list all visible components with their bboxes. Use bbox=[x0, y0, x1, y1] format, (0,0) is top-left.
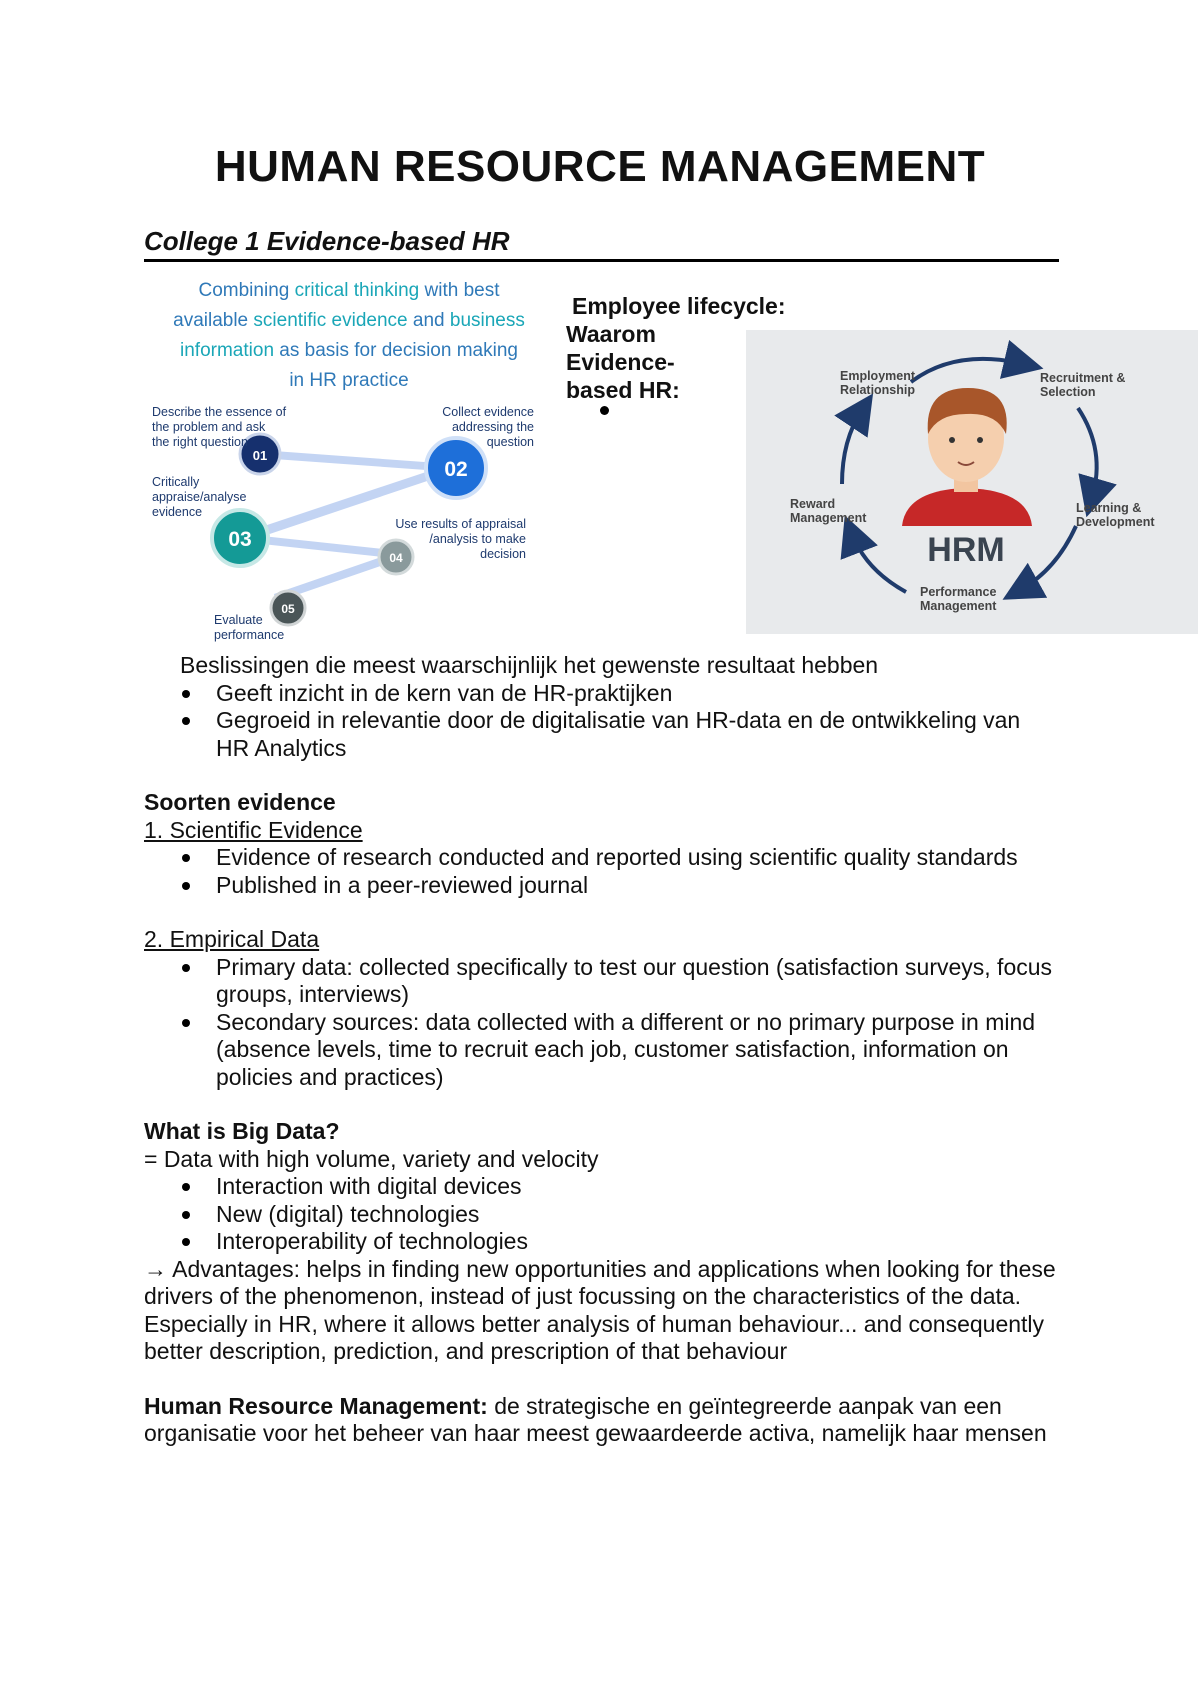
step-label-line: addressing the bbox=[451, 420, 534, 434]
stage-label-line: Relationship bbox=[840, 383, 916, 397]
list-item: Secondary sources: data collected with a different or no primary purpose in mind (absence levels, time to recruit each job, customer satisfaction, information on policies and practices) bbox=[144, 1009, 1059, 1092]
step-label-line: evidence bbox=[152, 505, 203, 519]
sidebar-line: Evidence- bbox=[566, 349, 675, 375]
evidence-process-figure bbox=[144, 272, 554, 647]
step-05 bbox=[271, 591, 305, 625]
hrm-center-label: HRM bbox=[927, 531, 1005, 569]
stage-employment bbox=[840, 369, 916, 397]
step-04-label bbox=[395, 517, 526, 561]
step-label-line: the right question bbox=[152, 435, 248, 449]
intro-text: Beslissingen die meest waarschijnlijk het gewenste resultaat hebben bbox=[180, 652, 879, 678]
stage-label-line: Employment bbox=[840, 369, 916, 383]
list-item: Interoperability of technologies bbox=[144, 1228, 1059, 1256]
step-label-line: Use results of appraisal bbox=[395, 517, 526, 531]
step-label-line: decision bbox=[480, 547, 526, 561]
step-number: 02 bbox=[444, 458, 468, 481]
stage-label-line: Selection bbox=[1040, 385, 1096, 399]
step-label-line: Collect evidence bbox=[442, 405, 534, 419]
step-label-line: /analysis to make bbox=[429, 532, 526, 546]
step-03 bbox=[212, 510, 268, 566]
stage-performance bbox=[920, 585, 997, 613]
step-04 bbox=[379, 540, 413, 574]
sidebar-line: Waarom bbox=[566, 321, 656, 347]
list-item: New (digital) technologies bbox=[144, 1201, 1059, 1229]
sidebar-line: Employee lifecycle: bbox=[572, 293, 786, 319]
lecture-subtitle: College 1 Evidence-based HR bbox=[144, 226, 510, 256]
stage-label-line: Recruitment & bbox=[1040, 371, 1126, 385]
figure-heading-line: information as basis for decision making bbox=[180, 340, 518, 361]
step-label-line: performance bbox=[214, 628, 285, 642]
hrm-definition: de strategische en geïntegreerde aanpak van een organisatie voor het beheer van haar meest gewaardeerde activa, namelijk haar mensen bbox=[144, 1392, 1047, 1446]
step-number: 01 bbox=[252, 448, 268, 463]
step-label-line: appraise/analyse bbox=[152, 490, 247, 504]
empirical-heading: 2. Empirical Data bbox=[144, 926, 320, 952]
stage-label-line: Management bbox=[920, 599, 997, 613]
sidebar-bullet bbox=[600, 406, 609, 415]
list-item: Geeft inzicht in de kern van de HR-praktijken bbox=[144, 680, 1059, 708]
document-body bbox=[144, 652, 1059, 1448]
sidebar-line: based HR: bbox=[566, 377, 680, 403]
step-label-line: Evaluate bbox=[214, 613, 263, 627]
subtitle-rule bbox=[144, 259, 1059, 262]
hrm-definition-paragraph bbox=[144, 1393, 1059, 1448]
step-label-line: Critically bbox=[152, 475, 200, 489]
bigdata-definition: = Data with high volume, variety and velocity bbox=[144, 1145, 599, 1172]
step-number: 04 bbox=[389, 551, 403, 565]
step-label-line: the problem and ask bbox=[152, 420, 266, 434]
step-02 bbox=[426, 438, 486, 498]
figure-heading-line: in HR practice bbox=[289, 370, 409, 391]
advantages-paragraph: → Advantages: helps in finding new opportunities and applications when looking for these drivers of the phenomenon, instead of just focussing on the characteristics of the data. Especially in HR, where it allows better analysis of human behaviour... and consequently better description, prediction, and prescription of that behaviour bbox=[144, 1255, 1056, 1364]
scientific-heading: 1. Scientific Evidence bbox=[144, 816, 363, 843]
step-label-line: Describe the essence of bbox=[152, 405, 287, 419]
document-title: HUMAN RESOURCE MANAGEMENT bbox=[214, 142, 986, 191]
stage-label-line: Development bbox=[1076, 515, 1155, 529]
step-number: 03 bbox=[228, 528, 252, 551]
bigdata-heading: What is Big Data? bbox=[144, 1118, 340, 1144]
stage-label-line: Management bbox=[790, 511, 867, 525]
soorten-heading: Soorten evidence bbox=[144, 789, 336, 815]
empirical-bullet-list bbox=[144, 954, 1059, 1092]
scientific-bullet-list bbox=[144, 844, 1059, 899]
list-item: Evidence of research conducted and reported using scientific quality standards bbox=[144, 844, 1059, 872]
stage-label-line: Reward bbox=[790, 497, 836, 511]
step-number: 05 bbox=[281, 602, 295, 616]
figure-heading-line: Combining critical thinking with best bbox=[198, 280, 500, 301]
bigdata-bullet-list bbox=[144, 1173, 1059, 1256]
list-item: Published in a peer-reviewed journal bbox=[144, 872, 1059, 900]
list-item: Primary data: collected specifically to test our question (satisfaction surveys, focus groups, interviews) bbox=[144, 954, 1059, 1009]
list-item: Interaction with digital devices bbox=[144, 1173, 1059, 1201]
figure-heading bbox=[173, 280, 525, 391]
hrm-term: Human Resource Management: bbox=[144, 1392, 488, 1419]
hrm-lifecycle-figure bbox=[746, 330, 1198, 634]
stage-label-line: Learning & bbox=[1076, 501, 1142, 515]
intro-bullet-list bbox=[144, 680, 1059, 763]
stage-label-line: Performance bbox=[920, 585, 997, 599]
step-label-line: question bbox=[486, 435, 534, 449]
figure-heading-line: available scientific evidence and business bbox=[173, 310, 525, 331]
list-item: Gegroeid in relevantie door de digitalisatie van HR-data en de ontwikkeling van HR Analytics bbox=[144, 707, 1059, 762]
